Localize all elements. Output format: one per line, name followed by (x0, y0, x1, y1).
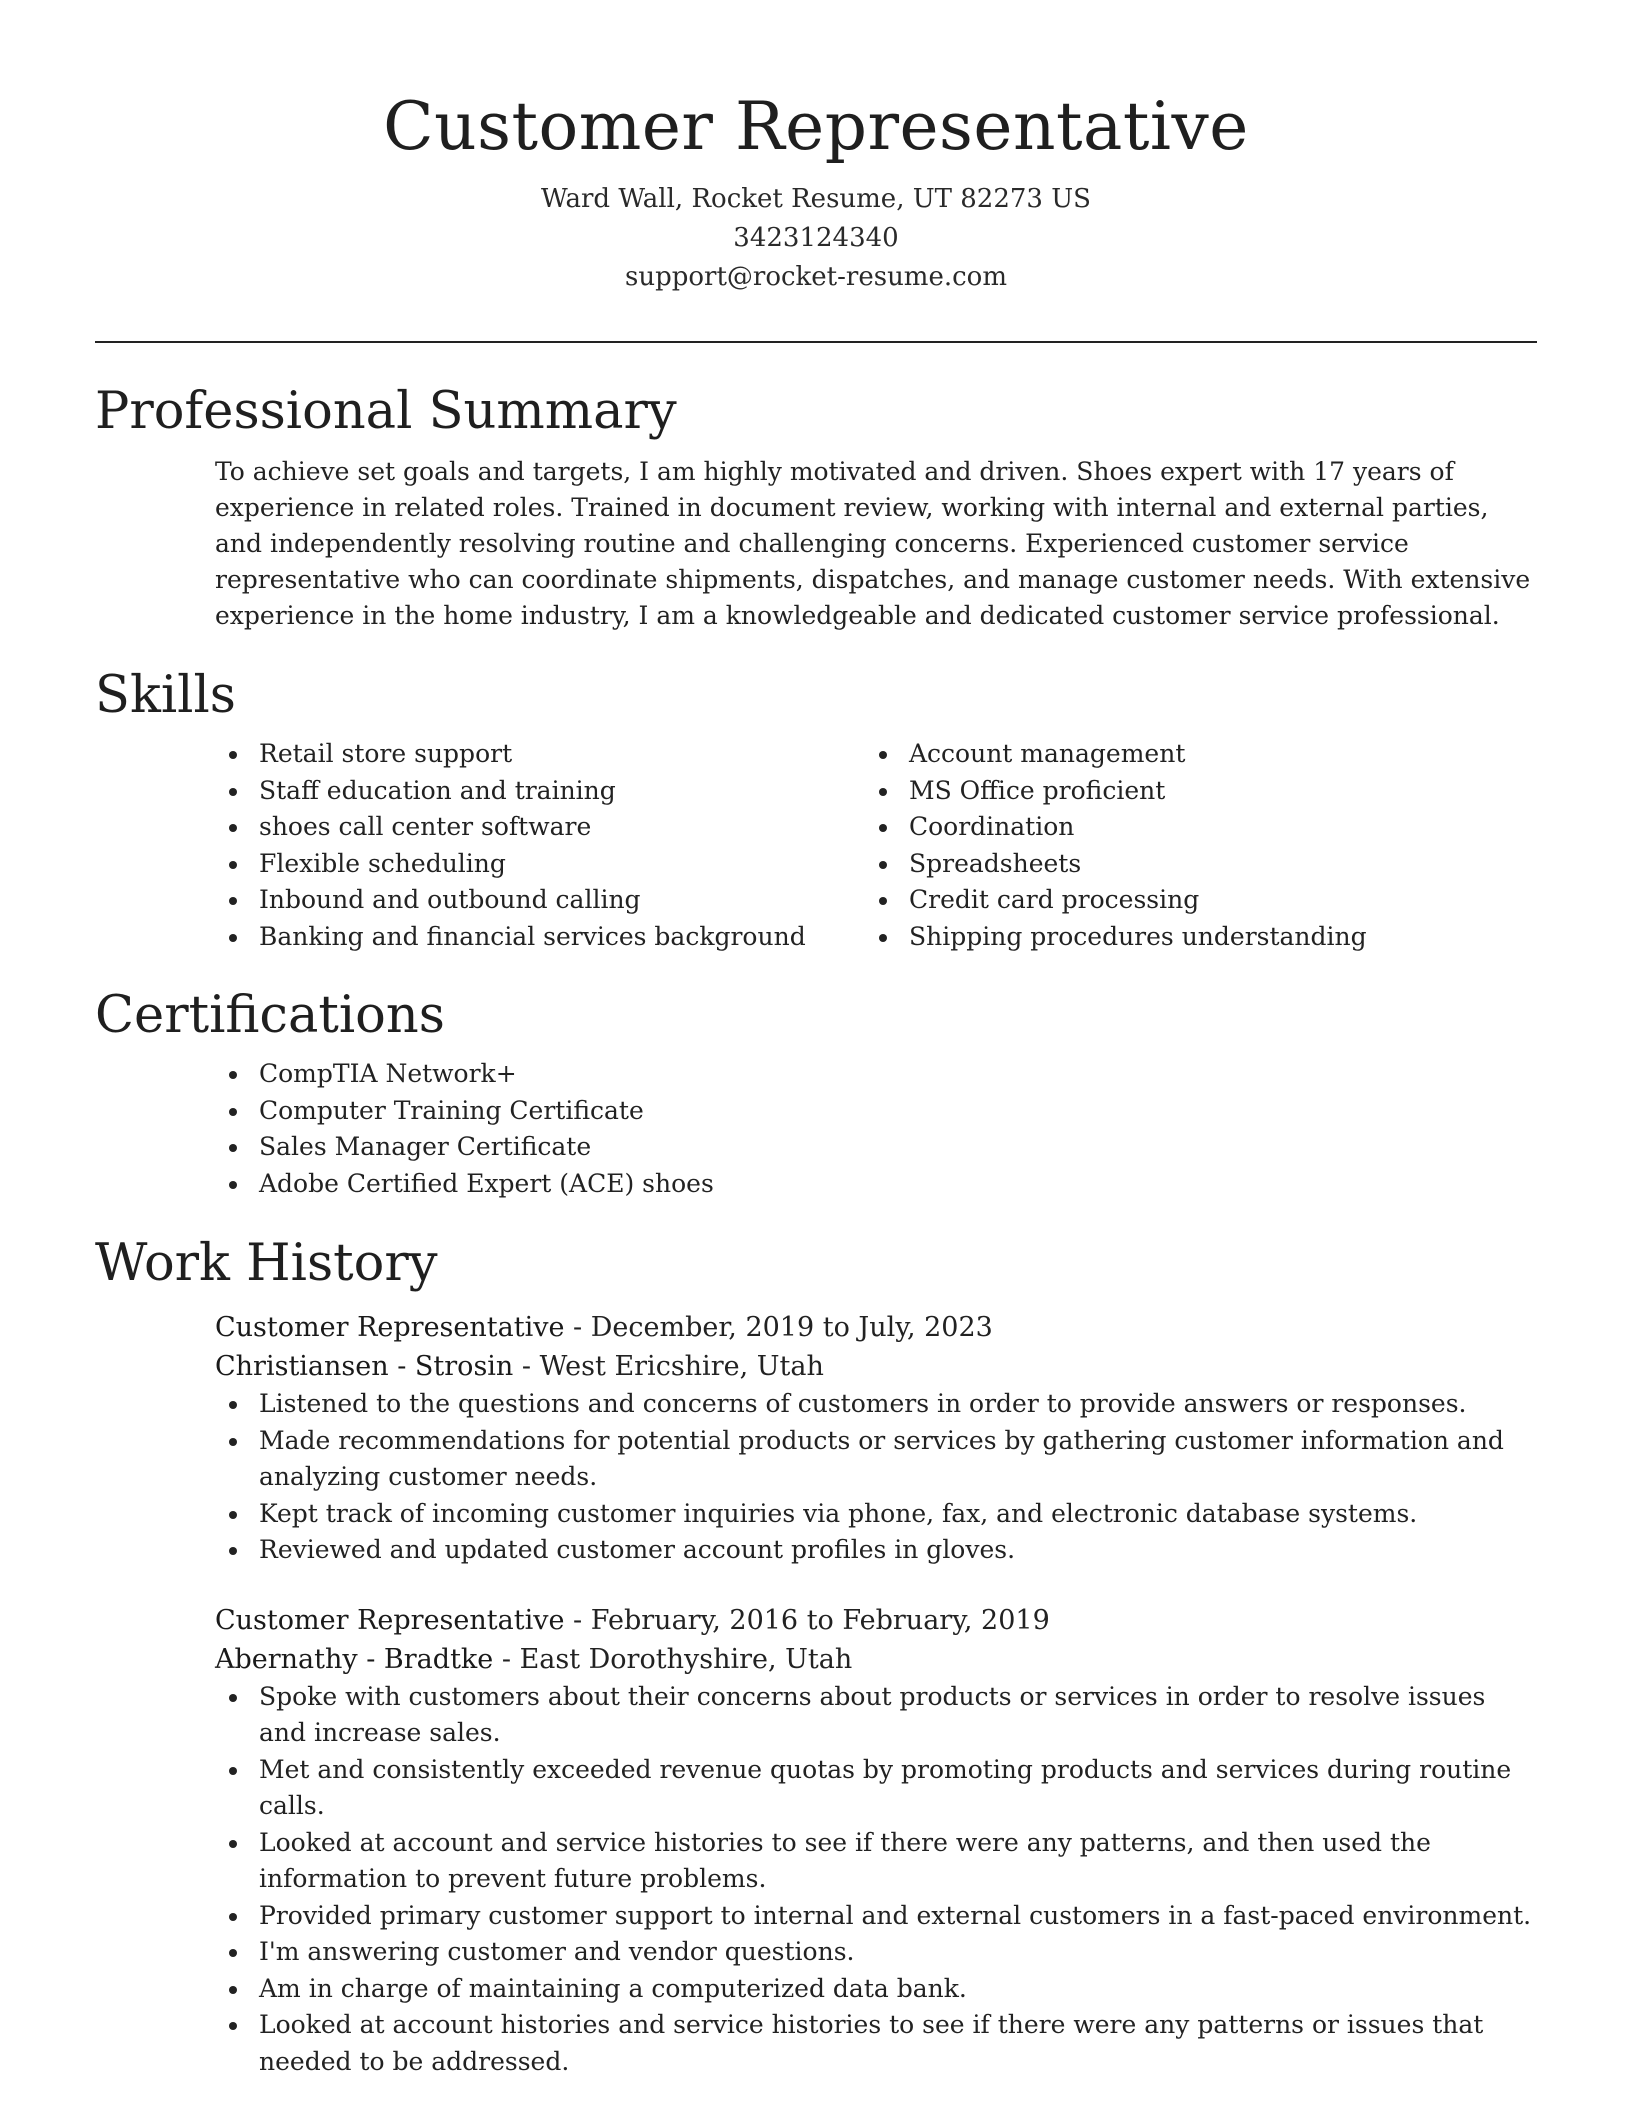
job-location: East Dorothyshire, Utah (519, 1643, 853, 1675)
job-heading (215, 1308, 1537, 1347)
job-duty-item: Spoke with customers about their concerns about products or services in order to resolve issues and increase sales. (259, 1679, 1537, 1752)
job-duty-item: Listened to the questions and concerns of customers in order to provide answers or responses. (259, 1386, 1537, 1423)
job-separator: - (564, 1604, 591, 1636)
skills-column-right (865, 736, 1515, 955)
header-divider (95, 341, 1537, 343)
skill-item: Shipping procedures understanding (909, 919, 1515, 956)
skill-item: Flexible scheduling (259, 846, 865, 883)
skill-item: Coordination (909, 809, 1515, 846)
job-entry (215, 1601, 1537, 2081)
skills-section (95, 664, 1537, 955)
job-heading (215, 1601, 1537, 1640)
skill-item: Retail store support (259, 736, 865, 773)
contact-block (0, 180, 1632, 297)
summary-text: To achieve set goals and targets, I am highly motivated and driven. Shoes expert with 17 years of experience in related roles. Trained in document review, working with internal and external parties, and independently resolving routine and challenging concerns. Experienced customer service representative who can coordinate shipments, dispatches, and manage customer needs. With extensive experience in the home industry, I am a knowledgeable and dedicated customer service professional. (215, 457, 1531, 630)
job-employer (215, 1347, 1537, 1386)
job-duty-item: Looked at account and service histories to see if there were any patterns, and then used the information to prevent future problems. (259, 1825, 1537, 1898)
job-duty-item: Met and consistently exceeded revenue quotas by promoting products and services during routine calls. (259, 1752, 1537, 1825)
skill-item: Banking and financial services background (259, 919, 865, 956)
skill-item: Inbound and outbound calling (259, 882, 865, 919)
job-duties-list (215, 1679, 1537, 2081)
resume-header (0, 0, 1632, 297)
job-location: West Ericshire, Utah (539, 1351, 824, 1382)
job-entry (215, 1308, 1537, 1569)
skill-item: MS Office proficient (909, 773, 1515, 810)
job-company: Christiansen - Strosin (215, 1351, 514, 1382)
certification-item: Computer Training Certificate (259, 1093, 1537, 1130)
skill-item: Account management (909, 736, 1515, 773)
job-duty-item: Kept track of incoming customer inquiries via phone, fax, and electronic database systems. (259, 1496, 1537, 1533)
summary-section (95, 380, 1537, 634)
work-history-title: Work History (95, 1234, 438, 1293)
job-duty-item: Am in charge of maintaining a computerized data bank. (259, 1971, 1537, 2008)
skills-column-left (215, 736, 865, 955)
job-duty-item: I'm answering customer and vendor questions. (259, 1934, 1537, 1971)
summary-body (215, 454, 1537, 634)
job-separator: - (564, 1312, 591, 1343)
certification-item: Adobe Certified Expert (ACE) shoes (259, 1166, 1537, 1203)
contact-phone: 3423124340 (733, 223, 899, 253)
contact-address: Ward Wall, Rocket Resume, UT 82273 US (541, 184, 1091, 214)
summary-title: Professional Summary (95, 382, 677, 441)
certifications-body (215, 1056, 1537, 1202)
certifications-title: Certifications (95, 986, 445, 1045)
job-role: Customer Representative (215, 1604, 565, 1636)
skill-item: Staff education and training (259, 773, 865, 810)
contact-email: support@rocket-resume.com (624, 262, 1007, 292)
skills-list-right (865, 736, 1515, 955)
certification-item: Sales Manager Certificate (259, 1129, 1537, 1166)
job-duty-item: Reviewed and updated customer account profiles in gloves. (259, 1532, 1537, 1569)
job-duty-item: Made recommendations for potential products or services by gathering customer information and analyzing customer needs. (259, 1423, 1537, 1496)
job-role: Customer Representative (215, 1312, 565, 1343)
job-dates: December, 2019 to July, 2023 (590, 1312, 993, 1343)
skills-list-left (215, 736, 865, 955)
skills-title: Skills (95, 666, 236, 725)
job-separator: - (493, 1643, 520, 1675)
candidate-name: Customer Representative (383, 88, 1249, 165)
work-history-body (215, 1308, 1537, 2080)
skill-item: shoes call center software (259, 809, 865, 846)
skill-item: Spreadsheets (909, 846, 1515, 883)
job-duties-list (215, 1386, 1537, 1569)
certifications-list (215, 1056, 1537, 1202)
job-duty-item: Looked at account histories and service histories to see if there were any patterns or issues that needed to be addressed. (259, 2007, 1537, 2080)
skills-grid (215, 736, 1537, 955)
job-duty-item: Provided primary customer support to internal and external customers in a fast-paced environment. (259, 1898, 1537, 1935)
job-company: Abernathy - Bradtke (215, 1643, 494, 1675)
skill-item: Credit card processing (909, 882, 1515, 919)
job-dates: February, 2016 to February, 2019 (590, 1604, 1050, 1636)
job-employer (215, 1640, 1537, 1679)
work-history-section (95, 1232, 1537, 2098)
certification-item: CompTIA Network+ (259, 1056, 1537, 1093)
job-separator: - (513, 1351, 540, 1382)
certifications-section (95, 984, 1537, 1202)
